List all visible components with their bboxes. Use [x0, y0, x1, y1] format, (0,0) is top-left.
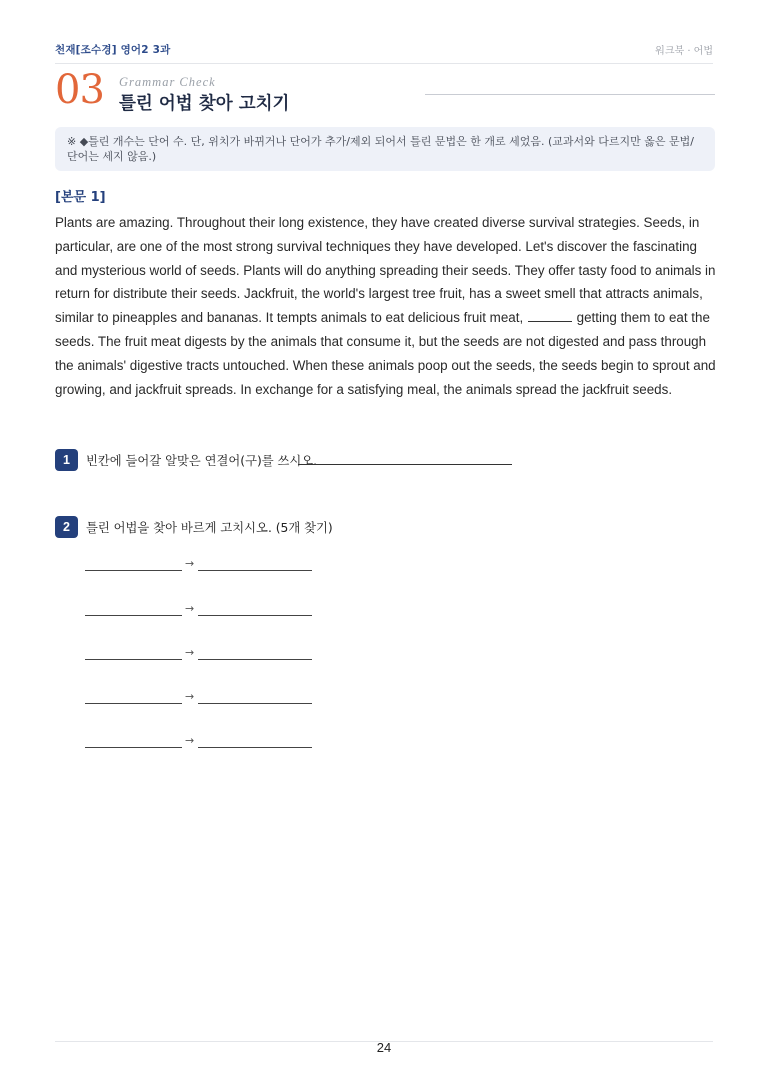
instruction-notice: ※ ◆틀린 개수는 단어 수. 단, 위치가 바뀌거나 단어가 추가/제외 되어서 틀린 문법은 한 개로 세었음. (교과서와 다르지만 옳은 문법/단어는 세지 않음.) — [55, 127, 715, 171]
correction-row — [85, 557, 315, 571]
correct-answer-line[interactable] — [198, 570, 312, 571]
arrow-right-icon: → — [185, 690, 195, 703]
question-text: 빈칸에 들어갈 알맞은 연결어(구)를 쓰시오. — [86, 454, 318, 468]
question-text: 틀린 어법을 찾아 바르게 고치시오. (5개 찾기) — [86, 521, 333, 535]
correct-answer-line[interactable] — [198, 615, 312, 616]
section-type-label: 워크북 · 어법 — [655, 46, 713, 57]
page-number: 24 — [376, 1040, 392, 1055]
wrong-answer-line[interactable] — [85, 615, 182, 616]
passage-text-part-1: Plants are amazing. Throughout their long existence, they have created diverse survival strategies. Seeds, in particular, are one of the most strong survival techniques they have developed. Let's discover the fascinating and mysterious world of seeds. Plants will do anything spreading their seeds. They offer tasty food to animals in return for distribute their seeds. Jackfruit, the world's largest tree fruit, has a sweet smell that attracts animals, similar to pineapples and bananas. It tempts animals to eat delicious fruit meat, — [55, 215, 716, 326]
correction-row — [85, 646, 315, 660]
correction-row — [85, 734, 315, 748]
arrow-right-icon: → — [185, 602, 195, 615]
header-divider — [425, 94, 715, 95]
arrow-right-icon: → — [185, 734, 195, 747]
arrow-right-icon: → — [185, 557, 195, 570]
question-1 — [55, 449, 515, 471]
passage-text-part-2: getting them to eat the seeds. The fruit meat digests by the animals that consume it, but the seeds are not digested and pass through the animals' digestive tracts untouched. When these animals poop out the seeds, the seeds begin to sprout and growing, and jackfruit spreads. In exchange for a satisfying meal, the animals spread the jackfruit seeds. — [55, 310, 716, 397]
wrong-answer-line[interactable] — [85, 703, 182, 704]
passage-text — [55, 211, 717, 401]
textbook-label: 천재[조수경] 영어2 3과 — [55, 44, 171, 56]
question-number-badge: 1 — [55, 449, 78, 471]
correct-answer-line[interactable] — [198, 659, 312, 660]
question-number-badge: 2 — [55, 516, 78, 538]
passage-blank[interactable] — [528, 310, 572, 322]
correction-row — [85, 690, 315, 704]
arrow-right-icon: → — [185, 646, 195, 659]
passage-label: [본문 1] — [55, 190, 106, 205]
wrong-answer-line[interactable] — [85, 570, 182, 571]
section-title: 틀린 어법 찾아 고치기 — [119, 94, 290, 114]
question-2 — [55, 516, 355, 538]
correct-answer-line[interactable] — [198, 703, 312, 704]
wrong-answer-line[interactable] — [85, 659, 182, 660]
correct-answer-line[interactable] — [198, 747, 312, 748]
top-bar — [55, 42, 713, 64]
section-number: 03 — [55, 67, 104, 113]
answer-line[interactable] — [298, 464, 512, 465]
wrong-answer-line[interactable] — [85, 747, 182, 748]
section-subtitle: Grammar Check — [119, 75, 216, 89]
section-header — [55, 67, 715, 116]
correction-row — [85, 602, 315, 616]
